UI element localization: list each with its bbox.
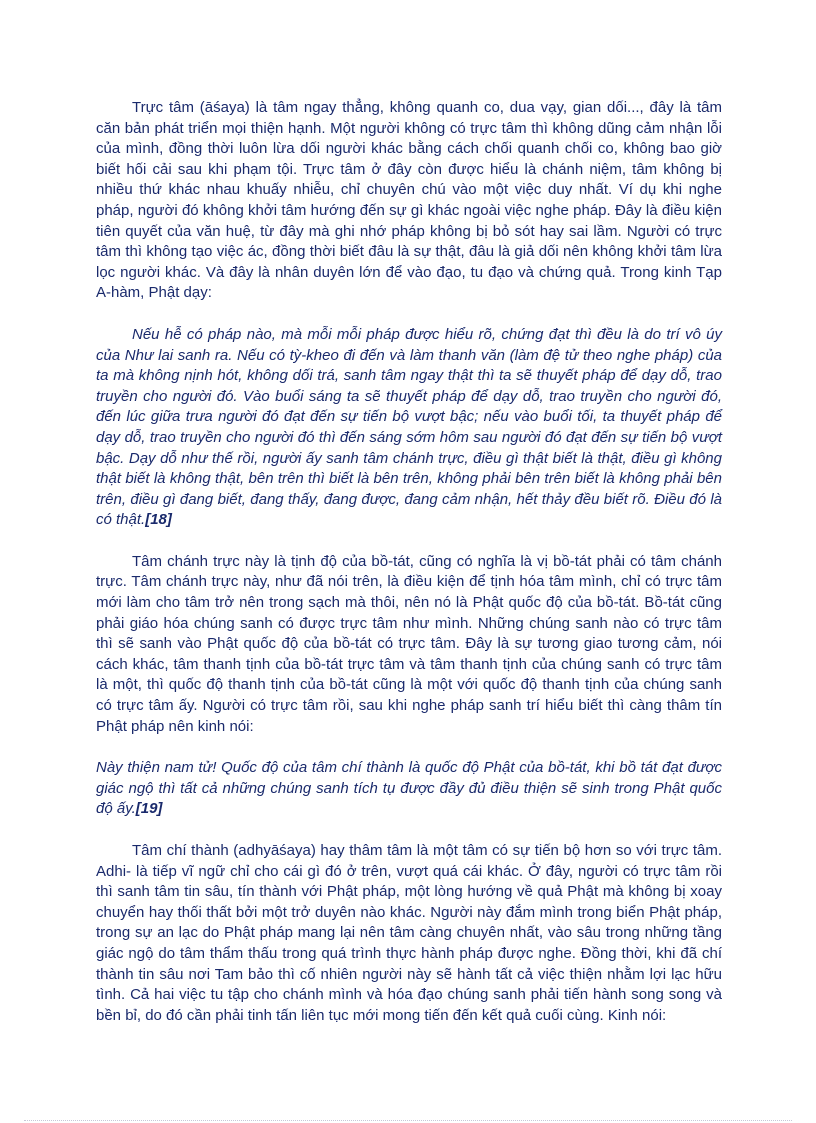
page-bottom-rule (24, 1120, 792, 1121)
document-page (96, 98, 722, 1047)
paragraph-text: Trực tâm (āśaya) là tâm ngay thẳng, không quanh co, dua vạy, gian dối..., đây là tâm căn bản phát triển mọi thiện hạnh. Một người không có trực tâm thì không dũng cảm nhận lỗi của mình, đồng thời luôn lừa dối người khác bằng cách chối quanh chối co, không bao giờ biết hối cải sau khi phạm tội. Trực tâm ở đây còn được hiểu là chánh niệm, tâm không bị nhiều thứ khác nhau khuấy nhiễu, chỉ chuyên chú vào một việc duy nhất. Ví dụ khi nghe pháp, người đó không khởi tâm hướng đến sự gì khác ngoài việc nghe pháp. Đây là điều kiện tiên quyết của văn huệ, từ đây mà ghi nhớ pháp không bị bỏ sót hay sai lầm. Người có trực tâm thì không tạo việc ác, đồng thời biết đâu là sự thật, đâu là giả dối nên không khởi tâm lừa lọc người khác. Và đây là nhân duyên lớn để vào đạo, tu đạo và chứng quả. Trong kinh Tạp A-hàm, Phật dạy: (96, 99, 722, 302)
footnote-ref-19[interactable]: [19] (135, 800, 163, 818)
paragraph-text: Tâm chí thành (adhyāśaya) hay thâm tâm là một tâm có sự tiến bộ hơn so với trực tâm. Adhi- là tiếp vĩ ngữ chỉ cho cái gì đó ở trên, vượt quá cái khác. Ở đây, người có trực tâm rồi thì sanh tâm tin sâu, tín thành với Phật pháp, một lòng hướng về quả Phật mà không bị xoay chuyển hay thối thất bởi một trở duyên nào khác. Người này đắm mình trong biển Phật pháp, trong sự an lạc do Phật pháp mang lại nên tâm càng chuyên nhất, vào sâu trong những tầng giác ngộ do tâm thẩm thấu trong quá trình thực hành pháp được nghe. Đồng thời, khi đã chí thành tin sâu nơi Tam bảo thì cố nhiên người này sẽ hành tất cả việc thiện nhằm lợi lạc hữu tình. Cả hai việc tu tập cho chánh mình và hóa đạo chúng sanh phải tiến hành song song và bền bỉ, do đó cần phải tinh tấn liên tục mới mong tiến đến kết quả cuối cùng. Kinh nói: (96, 842, 722, 1024)
quote-tap-a-ham (96, 325, 722, 531)
quote-thien-nam-tu (96, 758, 722, 820)
paragraph-text: Tâm chánh trực này là tịnh độ của bồ-tát, cũng có nghĩa là vị bồ-tát phải có tâm chánh trực. Tâm chánh trực này, như đã nói trên, là điều kiện để tịnh hóa tâm mình, chỉ có trực tâm mới làm cho tâm trở nên trong sạch mà thôi, nên nó là Phật quốc độ của bồ-tát. Bồ-tát cũng phải giáo hóa chúng sanh có được trực tâm như mình. Những chúng sanh nào có trực tâm thì sẽ sanh vào Phật quốc độ của bồ-tát có trực tâm. Đây là sự tương giao tương cảm, nói cách khác, tâm thanh tịnh của bồ-tát trực tâm và tâm thanh tịnh của chúng sanh có trực tâm là một, thì quốc độ thanh tịnh của bồ-tát cũng là một với quốc độ thanh tịnh của chúng sanh có trực tâm ấy. Người có trực tâm rồi, sau khi nghe pháp sanh trí hiểu biết thì càng thâm tín Phật pháp nên kinh nói: (96, 552, 722, 735)
paragraph-truc-tam (96, 98, 722, 304)
paragraph-tam-chanh-truc (96, 552, 722, 737)
quote-text: Nếu hễ có pháp nào, mà mỗi mỗi pháp được hiểu rõ, chứng đạt thì đều là do trí vô úy của Như lai sanh ra. Nếu có tỳ-kheo đi đến và làm thanh văn (làm đệ tử theo nghe pháp) của ta mà không nịnh hót, không dối trá, sanh tâm ngay thật thì ta sẽ thuyết pháp để dạy dỗ, trao truyền cho người đó. Vào buổi sáng ta sẽ thuyết pháp để dạy dỗ, trao truyền cho người đó, đến lúc giữa trưa người đó đạt đến sự tiến bộ vượt bậc; nếu vào buổi tối, ta thuyết pháp để dạy dỗ, trao truyền cho người đó thì đến sáng sớm hôm sau người đó đạt đến sự tiến bộ vượt bậc. Dạy dỗ như thế rồi, người ấy sanh tâm chánh trực, điều gì thật biết là thật, điều gì không thật biết là không thật, bên trên thì biết là bên trên, không phải bên trên biết là không phải bên trên, điều gì đang biết, đang thấy, đang được, đang cảm nhận, hết thảy đều biết rõ. Điều đó là có thật. (96, 325, 722, 529)
quote-text: Này thiện nam tử! Quốc độ của tâm chí thành là quốc độ Phật của bồ-tát, khi bồ tát đạt được giác ngộ thì tất cả những chúng sanh tích tụ được đầy đủ điều thiện sẽ sinh trong Phật quốc độ ấy. (96, 759, 722, 818)
footnote-ref-18[interactable]: [18] (145, 511, 172, 529)
paragraph-tam-chi-thanh (96, 841, 722, 1026)
